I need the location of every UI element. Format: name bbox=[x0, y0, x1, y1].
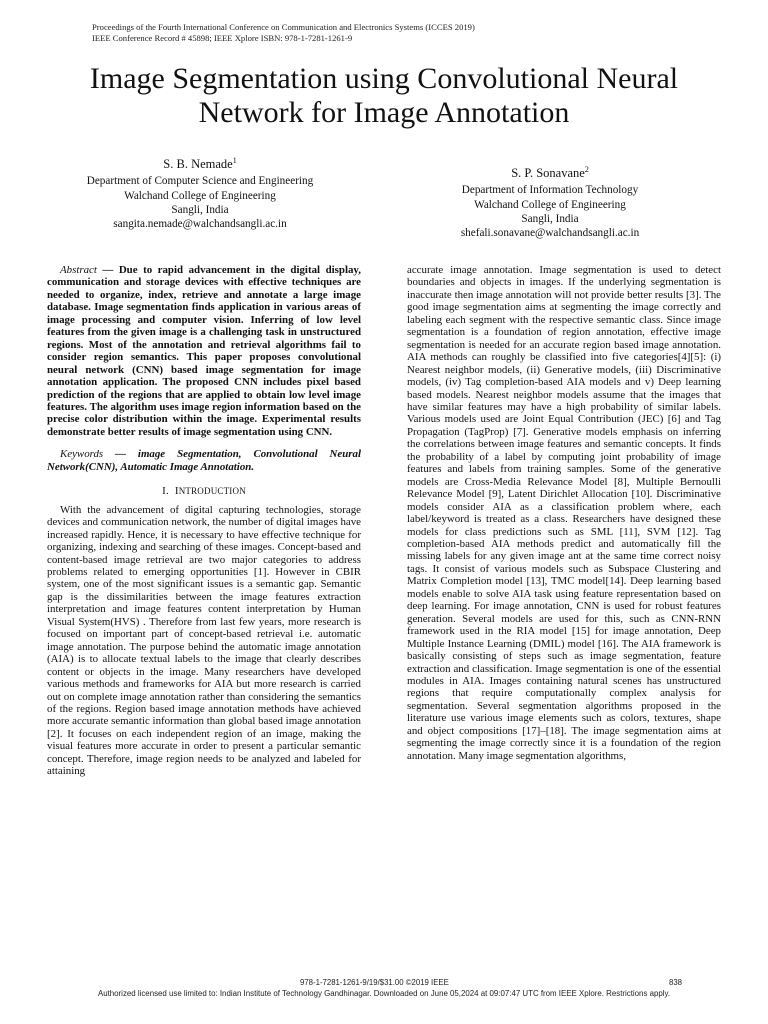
author-block-2 bbox=[400, 163, 700, 240]
section-heading-introduction: I. INTRODUCTION bbox=[162, 485, 246, 498]
footer-copyright: 978-1-7281-1261-9/19/$31.00 ©2019 IEEE bbox=[300, 978, 449, 987]
abstract-label: Abstract bbox=[60, 264, 97, 276]
title-line-2: Network for Image Annotation bbox=[198, 96, 570, 129]
author-dept-2: Department of Information Technology bbox=[461, 184, 639, 197]
author-name-2: S. P. Sonavane$^2$ bbox=[511, 165, 589, 181]
author-college-1: Walchand College of Engineering bbox=[124, 189, 276, 202]
abstract-text: Due to rapid advancement in the digital display, communication and storage devices with effective techniques are needed to organize, index, retrieve and annotate a large image database. Image segmentation finds application in various areas of image processing and computer vision. Inferring of low level features from the given image is a challenging task in unstructured regions. Most of the annotation and retrieval algorithms fail to consider region semantics. This paper proposes convolutional neural network (CNN) based image segmentation for image annotation application. The proposed CNN includes pixel based prediction of the regions that are applied to obtain low level image features. The algorithm uses image region information based on the precise color distribution within the image. Experimental results demonstrate better results of image segmentation using CNN. bbox=[47, 264, 361, 438]
paper-title bbox=[40, 62, 728, 130]
author-city-1: Sangli, India bbox=[171, 203, 229, 216]
header-conference-line: Proceedings of the Fourth International Conference on Communication and Electronics Systems (ICCES 2019) bbox=[92, 22, 475, 32]
abstract-dash: — bbox=[96, 264, 119, 276]
author-name-1: S. B. Nemade$^1$ bbox=[163, 156, 237, 172]
author-city-2: Sangli, India bbox=[521, 212, 579, 225]
keywords-text: — image Segmentation, Convolutional Neural Network(CNN), Automatic Image Annotation. bbox=[47, 448, 361, 473]
footer-license: Authorized licensed use limited to: Indian Institute of Technology Gandhinagar. Downloaded on June 05,2024 at 09:07:47 UTC from IEEE Xplore. Restrictions apply. bbox=[97, 989, 671, 998]
author-college-2: Walchand College of Engineering bbox=[474, 198, 626, 211]
intro-paragraph: With the advancement of digital capturing technologies, storage devices and communication network, the number of digital images have increased rapidly. Hence, it is necessary to have effective technique for organizing, indexing and searching of these images. Concept-based and content-based image retrieval are two major categories to address problems related to emerging opportunities [1]. However in CBIR system, one of the most significant issues is a semantic gap. Semantic gap is the dissimilarities between the image features extraction interpretation and image features content interpretation by Human Visual System(HVS) . Therefore from last few years, more research is focused on important part of concept-based retrieval i.e. automatic image annotation. The purpose behind the automatic image annotation (AIA) is to allocate textual labels to the image that clearly describes content or objects in the image. Many researchers have developed various methods and frameworks for AIA but more research is carried out on complete image annotation rather than considering the semantics of the regions. Region based image annotation methods have achieved more accurate semantic information than global based image annotation [2]. It focuses on each independent region of an image, making the visual features more accurate in order to present a particular semantic concept. Therefore, image region needs to be analyzed and labeled for attaining bbox=[47, 503, 361, 778]
page-number: 838 bbox=[669, 978, 683, 987]
header-record-line: IEEE Conference Record # 45898; IEEE Xplore ISBN: 978-1-7281-1261-9 bbox=[92, 32, 353, 43]
author-dept-1: Department of Computer Science and Engineering bbox=[86, 175, 314, 188]
left-column bbox=[47, 264, 361, 778]
author-block-1 bbox=[40, 154, 360, 231]
author-email-2[interactable]: shefali.sonavane@walchandsangli.ac.in bbox=[460, 226, 640, 239]
right-column-paragraph: accurate image annotation. Image segmentation is used to detect boundaries and objects in images. If the underlying segmentation is inaccurate then image annotation will not provide better results [3]. The good image segmentation aims at segmenting the image correctly and labeling each segment with the respective semantic class. Since image segmentation is a foundation of region annotation, effective image segmentation is needed for an accurate region based image annotation. AIA methods can roughly be classified into five categories[4][5]: (i) Nearest neighbor models, (ii) Generative models, (iii) Discriminative models, (iv) Tag completion-based AIA models and v) Deep learning based models. Nearest neighbor models assume that the images that have similar features may have a high probability of similar labels. Various models used are Joint Equal Contribution (JEC) [6] and Tag Propagation (TagProp) [7]. Generative models emphasis on inferring the correlations between image features and semantic concepts. It finds the probability of a label by computing joint probability of image features and labels from training samples. Some of the generative models are Cross-Media Relevance Model [8], Multiple Bernoulli Relevance Model [9], Latent Dirichlet Allocation [10]. Discriminative models consider AIA as a classification problem where, each label/keyword is treated as a class. Researchers have designed these models for class predictions such as SML [11], SVM [12]. Tag completion-based AIA methods predict and automatically fill the missing labels for any given image ant at the same time correct noisy tags. It consist of various models such as Subspace Clustering and Matrix Completion model [13], TMC model[14]. Deep learning based models enable to solve AIA task using feature representation based on deep learning. For image annotation, CNN is used for robust features generation. Several models are used for this, such as CNN-RNN framework used in the RIA model [15] for image annotation, Deep Multiple Instance Learning (DMIL) model [16]. The AIA framework is basically consisting of steps such as image segmentation, feature extraction and classification. Image segmentation is one of the essential modules in AIA. Images containing natural scenes has unstructured regions that require computationally complex analysis for segmentation. Several segmentation algorithms proposed in the literature use various image elements such as colors, textures, shape and object compositions [17]–[18]. The image segmentation aims at segmenting the image correctly since it is a foundation of the region annotation. Many image segmentation algorithms, bbox=[407, 264, 721, 762]
keywords-label: Keywords bbox=[60, 448, 104, 461]
running-header bbox=[92, 22, 475, 43]
keywords bbox=[47, 448, 361, 473]
right-column bbox=[407, 264, 721, 762]
title-line-1: Image Segmentation using Convolutional Neural bbox=[89, 62, 679, 95]
abstract bbox=[47, 264, 361, 438]
author-email-1[interactable]: sangita.nemade@walchandsangli.ac.in bbox=[113, 217, 287, 230]
